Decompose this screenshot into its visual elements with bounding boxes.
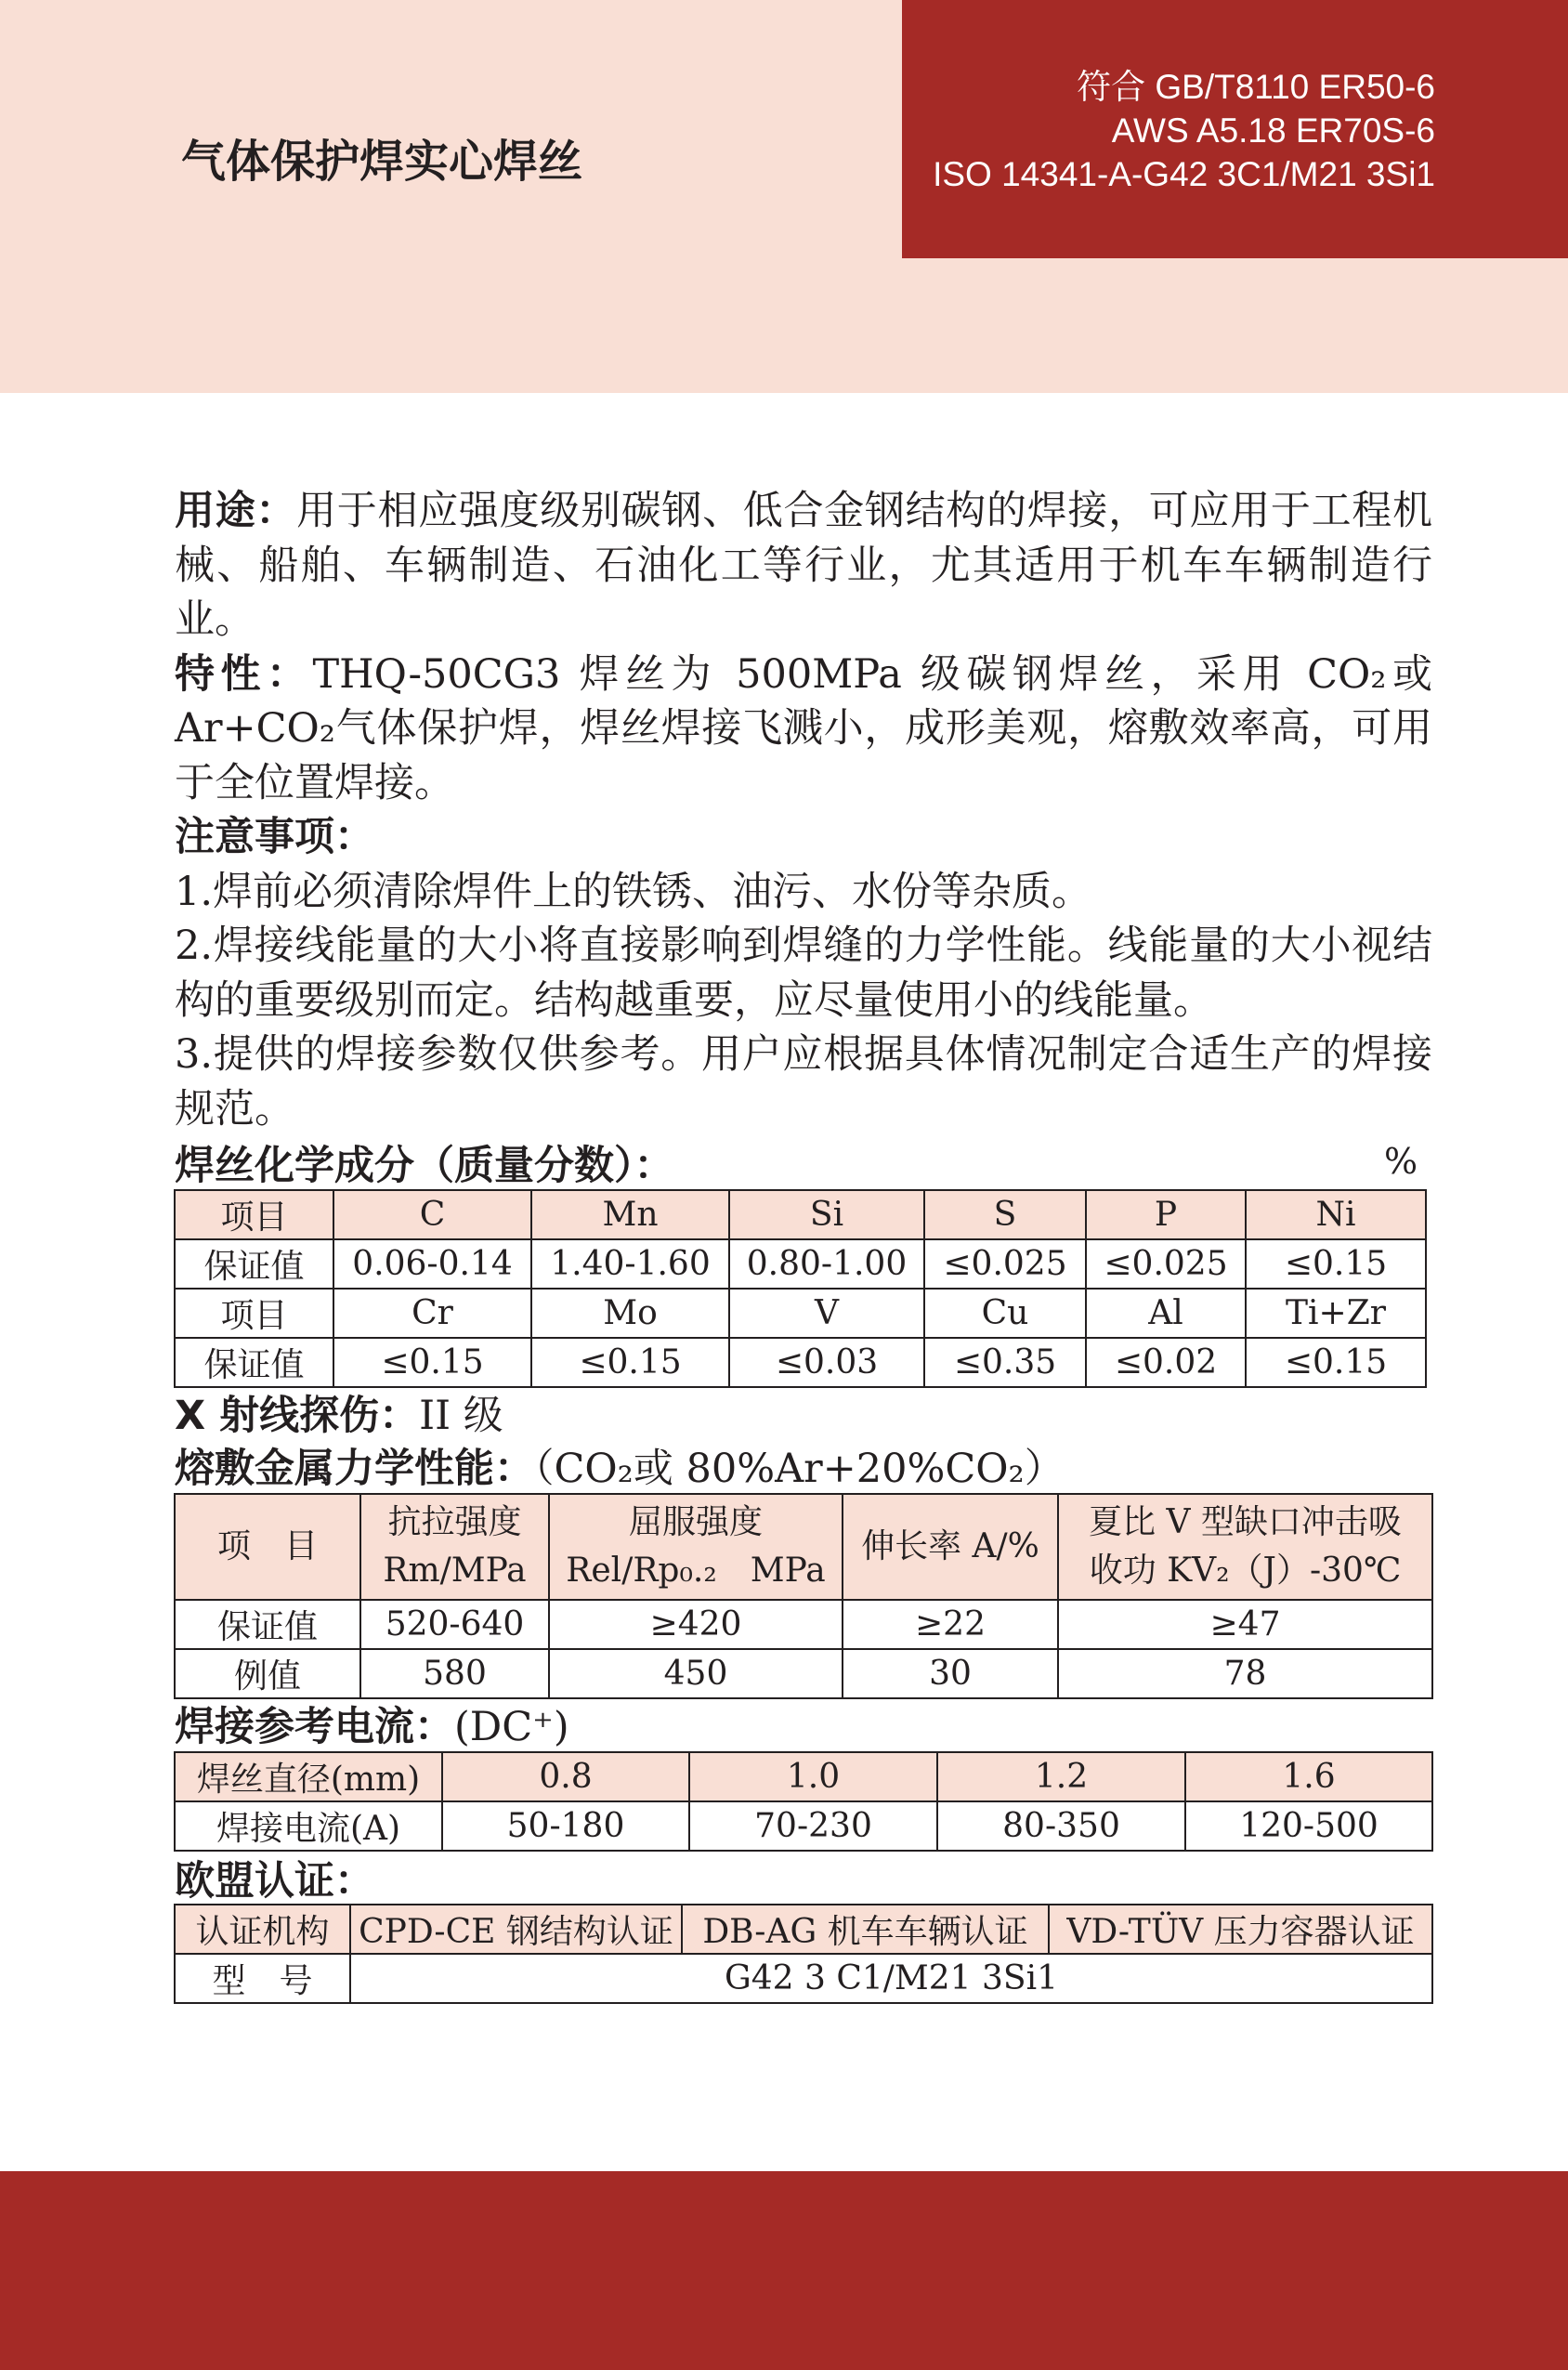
table-cell: ≥420	[549, 1600, 843, 1649]
usage-paragraph	[175, 484, 1432, 648]
mechanical-heading-line	[175, 1437, 1065, 1494]
note-item: 1.焊前必须清除焊件上的铁锈、油污、水份等杂质。	[175, 868, 1092, 915]
current-heading-line	[175, 1696, 569, 1752]
table-cell: ≤0.15	[333, 1338, 531, 1387]
table-row	[175, 1649, 1432, 1698]
table-cell: 项目	[175, 1289, 333, 1338]
table-cell: 焊丝直径(mm)	[175, 1752, 442, 1801]
table-cell: 70-230	[689, 1801, 937, 1851]
mechanical-header-cell: 项 目	[175, 1494, 360, 1600]
table-cell: 30	[843, 1649, 1058, 1698]
eu-model-row	[175, 1954, 1432, 2003]
table-cell: 例值	[175, 1649, 360, 1698]
table-cell: ≤0.15	[531, 1338, 729, 1387]
table-cell: Si	[729, 1190, 924, 1239]
table-cell: Ni	[1246, 1190, 1426, 1239]
current-table	[174, 1751, 1433, 1852]
eu-header-cell: VD-TÜV 压力容器认证	[1049, 1905, 1432, 1954]
table-cell: 0.06-0.14	[333, 1239, 531, 1289]
table-cell: 1.40-1.60	[531, 1239, 729, 1289]
note-item: 2.焊接线能量的大小将直接影响到焊缝的力学性能。线能量的大小视结构的重要级别而定。结构越重要，应尽量使用小的线能量。	[175, 923, 1432, 1024]
table-cell: 80-350	[937, 1801, 1185, 1851]
standards-box	[902, 0, 1568, 258]
table-cell: V	[729, 1289, 924, 1338]
chemistry-unit: %	[1384, 1141, 1418, 1182]
mechanical-header-cell: 屈服强度 Rel/Rp₀.₂ MPa	[549, 1494, 843, 1600]
chemistry-table	[174, 1189, 1427, 1388]
table-cell: 0.8	[442, 1752, 689, 1801]
table-cell: C	[333, 1190, 531, 1239]
notes-label: 注意事项：	[175, 814, 374, 860]
eu-header-cell: CPD-CE 钢结构认证	[350, 1905, 682, 1954]
mechanical-heading: 熔敷金属力学性能：	[175, 1446, 534, 1492]
eu-heading: 欧盟认证：	[175, 1858, 374, 1905]
table-cell: Cu	[924, 1289, 1086, 1338]
table-cell: Mn	[531, 1190, 729, 1239]
table-cell: 保证值	[175, 1239, 333, 1289]
mechanical-table	[174, 1493, 1433, 1699]
table-row	[175, 1338, 1426, 1387]
mechanical-gas: （CO₂或 80%Ar+20%CO₂）	[534, 1446, 1065, 1492]
model-value: G42 3 C1/M21 3Si1	[350, 1954, 1432, 2003]
table-cell: Mo	[531, 1289, 729, 1338]
table-cell: ≤0.025	[1086, 1239, 1246, 1289]
table-cell: P	[1086, 1190, 1246, 1239]
standard-line: AWS A5.18 ER70S-6	[1111, 111, 1435, 150]
table-cell: ≤0.15	[1246, 1338, 1426, 1387]
table-row	[175, 1600, 1432, 1649]
mechanical-header-cell: 伸长率 A/%	[843, 1494, 1058, 1600]
table-cell: ≥22	[843, 1600, 1058, 1649]
table-cell: 520-640	[360, 1600, 549, 1649]
standard-line: ISO 14341-A-G42 3C1/M21 3Si1	[933, 155, 1435, 193]
table-cell: 450	[549, 1649, 843, 1698]
usage-text: 用于相应强度级别碳钢、低合金钢结构的焊接，可应用于工程机械、船舶、车辆制造、石油化工等行业，尤其适用于机车车辆制造行业。	[175, 488, 1433, 643]
table-cell: Ti+Zr	[1246, 1289, 1426, 1338]
mechanical-header-cell: 夏比 V 型缺口冲击吸 收功 KV₂（J）-30℃	[1058, 1494, 1432, 1600]
usage-label: 用途：	[175, 488, 297, 534]
description	[175, 484, 1432, 1136]
table-cell: ≤0.025	[924, 1239, 1086, 1289]
product-title: 气体保护焊实心焊丝	[181, 136, 583, 188]
note-item: 3.提供的焊接参数仅供参考。用户应根据具体情况制定合适生产的焊接规范。	[175, 1031, 1432, 1133]
table-cell: Cr	[333, 1289, 531, 1338]
table-cell: 120-500	[1185, 1801, 1432, 1851]
table-cell: ≤0.02	[1086, 1338, 1246, 1387]
table-cell: 1.6	[1185, 1752, 1432, 1801]
table-cell: 580	[360, 1649, 549, 1698]
table-cell: 保证值	[175, 1338, 333, 1387]
eu-header-cell: DB-AG 机车车辆认证	[682, 1905, 1049, 1954]
table-cell: 1.2	[937, 1752, 1185, 1801]
table-cell: S	[924, 1190, 1086, 1239]
table-cell: 78	[1058, 1649, 1432, 1698]
table-cell: 项目	[175, 1190, 333, 1239]
eu-header-row	[175, 1905, 1432, 1954]
table-cell: ≥47	[1058, 1600, 1432, 1649]
features-paragraph	[175, 648, 1432, 811]
table-row	[175, 1801, 1432, 1851]
mechanical-header-cell: 抗拉强度 Rm/MPa	[360, 1494, 549, 1600]
eu-header-cell: 认证机构	[175, 1905, 350, 1954]
table-row	[175, 1289, 1426, 1338]
model-label: 型 号	[175, 1954, 350, 2003]
table-row	[175, 1190, 1426, 1239]
standard-line: 符合 GB/T8110 ER50-6	[1077, 68, 1435, 106]
features-label: 特性：	[175, 650, 313, 698]
current-heading: 焊接参考电流：	[175, 1704, 454, 1750]
table-cell: 保证值	[175, 1600, 360, 1649]
eu-table	[174, 1904, 1433, 2004]
table-cell: Al	[1086, 1289, 1246, 1338]
table-cell: 1.0	[689, 1752, 937, 1801]
table-row	[175, 1239, 1426, 1289]
chemistry-heading: 焊丝化学成分（质量分数）：	[175, 1143, 674, 1189]
xray-line	[175, 1384, 503, 1441]
current-polarity: (DC⁺)	[454, 1704, 569, 1750]
xray-label: X 射线探伤：	[175, 1393, 420, 1439]
table-cell: ≤0.35	[924, 1338, 1086, 1387]
features-text: THQ-50CG3 焊丝为 500MPa 级碳钢焊丝，采用 CO₂或 Ar+CO₂气体保护焊，焊丝焊接飞溅小，成形美观，熔敷效率高，可用于全位置焊接。	[175, 650, 1433, 806]
footer-band	[0, 2171, 1568, 2370]
table-cell: 0.80-1.00	[729, 1239, 924, 1289]
table-row	[175, 1752, 1432, 1801]
table-cell: ≤0.15	[1246, 1239, 1426, 1289]
xray-value: II 级	[419, 1393, 503, 1439]
mechanical-header-row	[175, 1494, 1432, 1600]
table-cell: 焊接电流(A)	[175, 1801, 442, 1851]
table-cell: ≤0.03	[729, 1338, 924, 1387]
table-cell: 50-180	[442, 1801, 689, 1851]
